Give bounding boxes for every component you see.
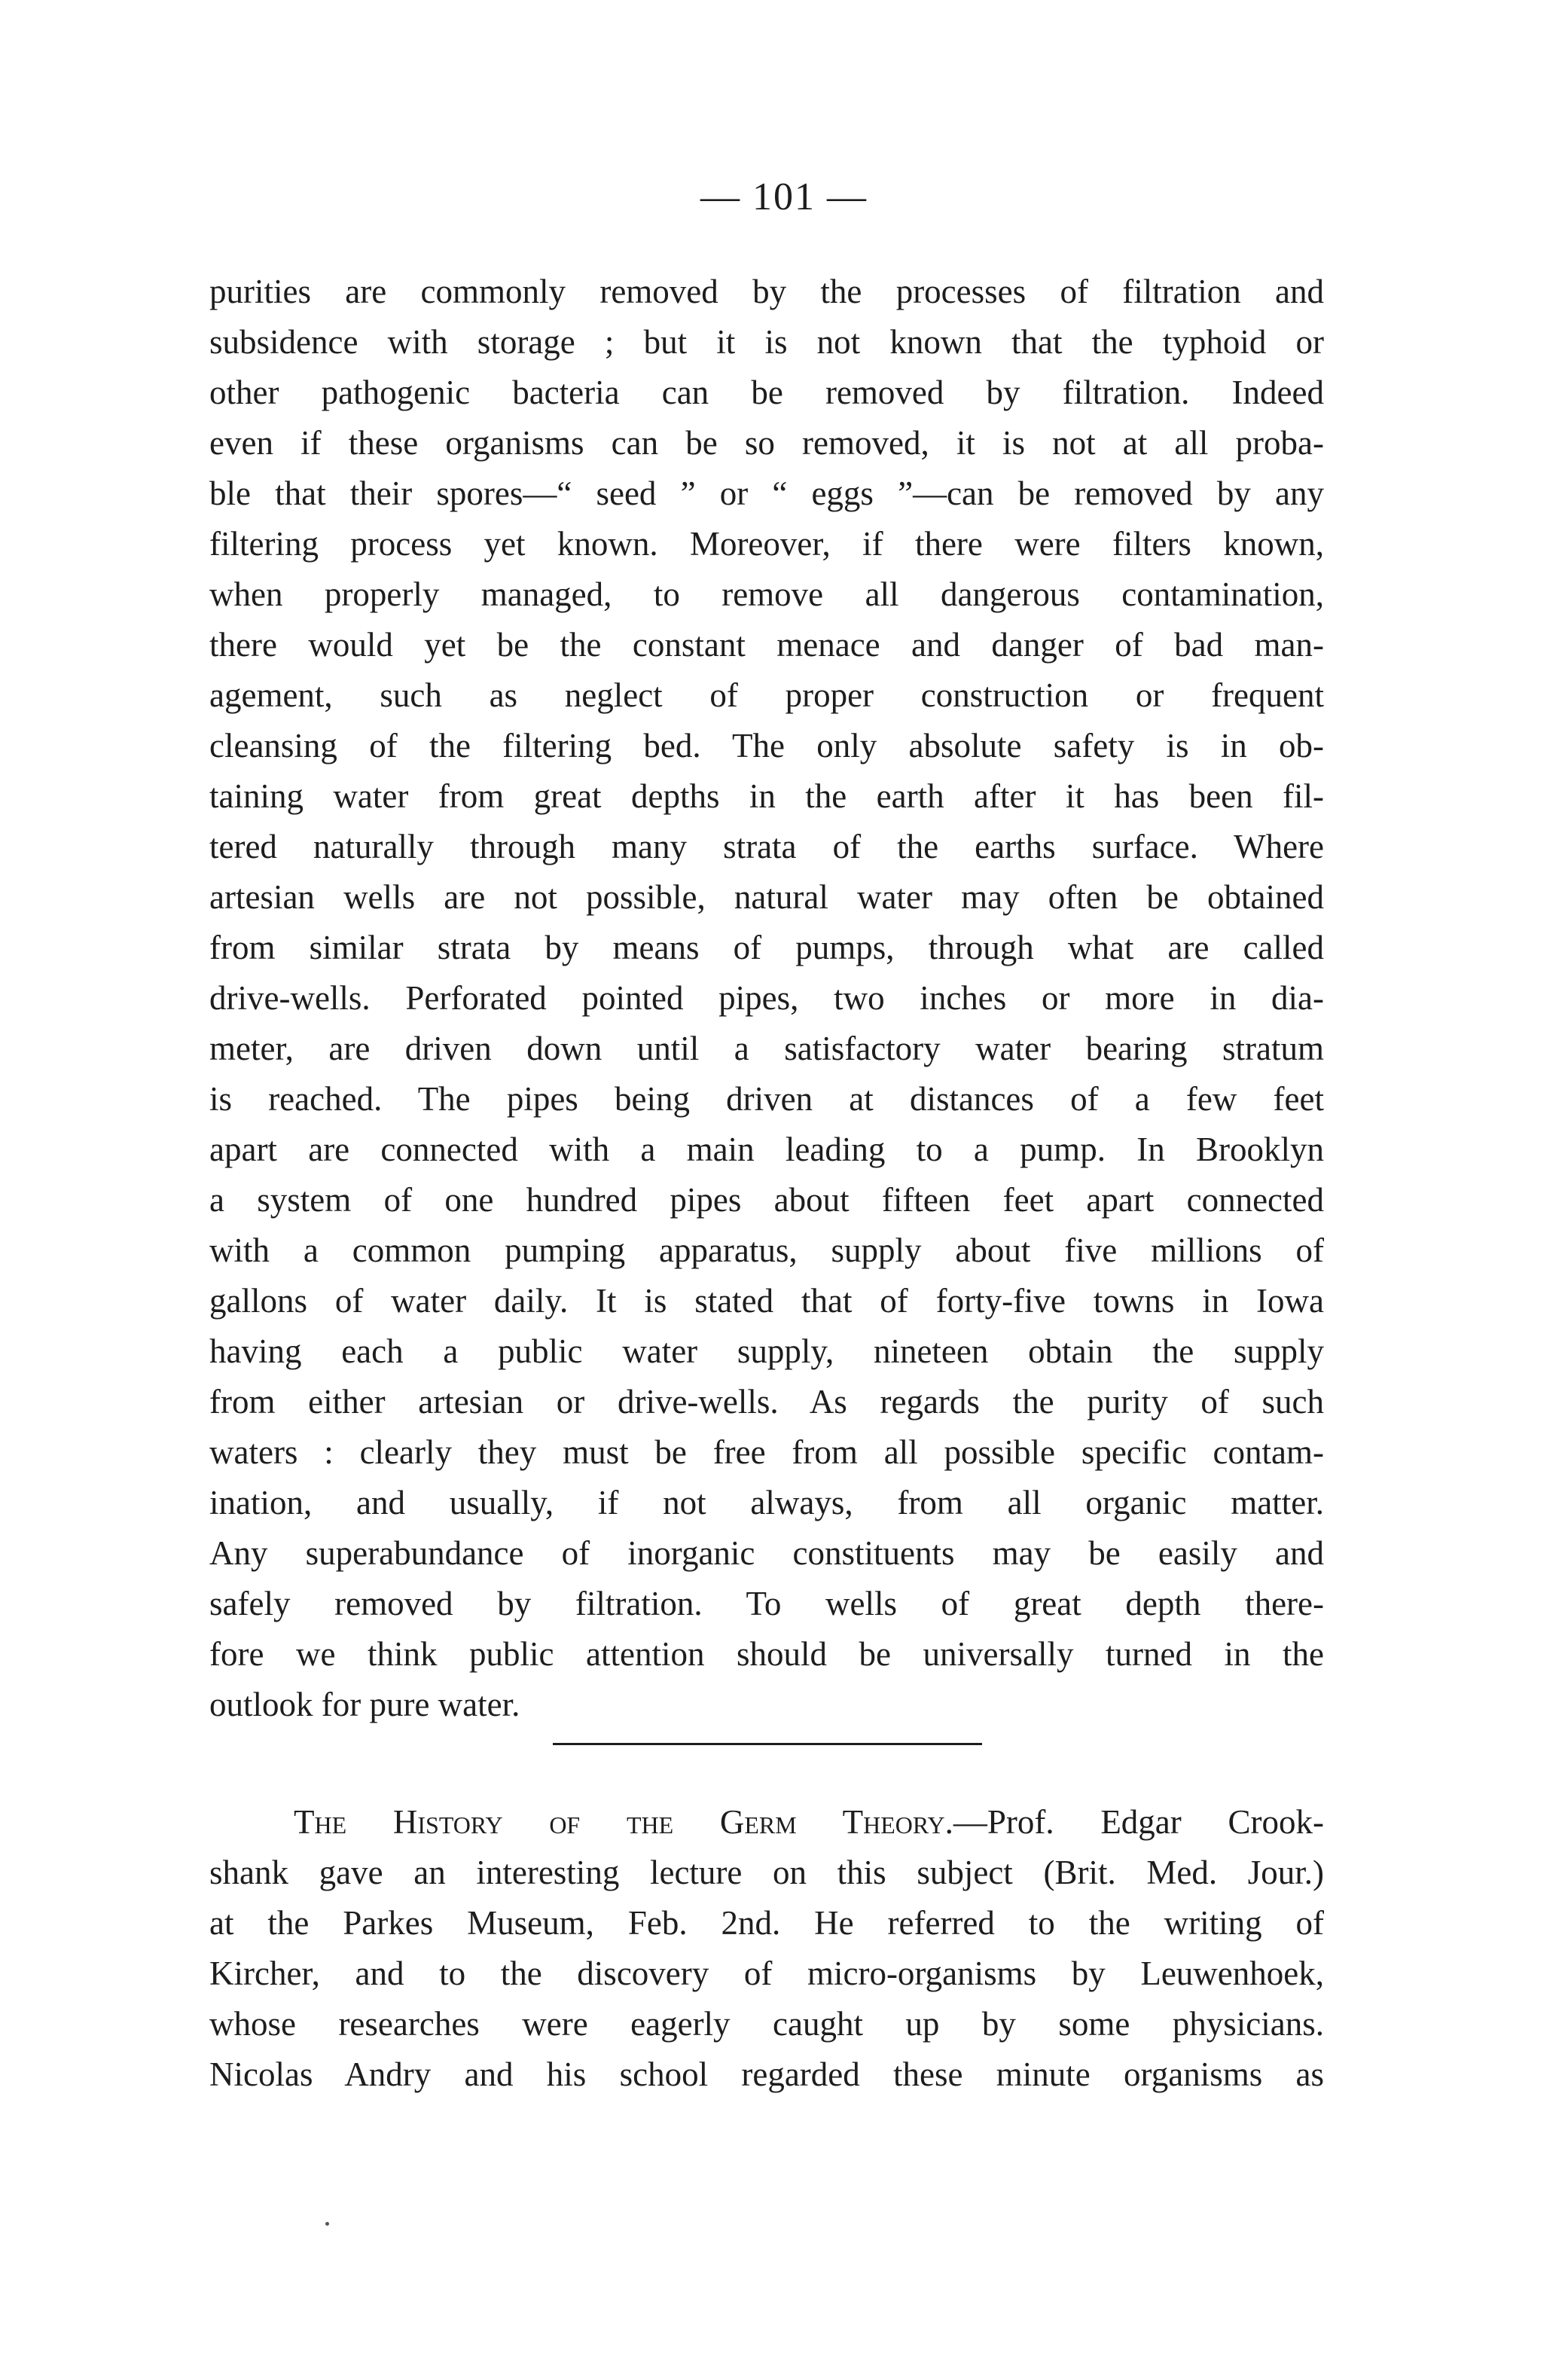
text-line: when properly managed, to remove all dangerous contamination, [209,575,1324,613]
text-line: a system of one hundred pipes about fifteen feet apart connected [209,1181,1324,1219]
paper-speck [325,2222,329,2226]
section-first-line-rest: —Prof. Edgar Crook- [953,1803,1324,1841]
page-number: — 101 — [700,175,868,218]
text-line: is reached. The pipes being driven at distances of a few feet [209,1080,1324,1118]
text-line: taining water from great depths in the earth after it has been fil- [209,777,1324,815]
section-title: The History of the Germ Theory. [294,1803,953,1841]
text-line: whose researches were eagerly caught up by some physicians. [209,2005,1324,2043]
section-divider [553,1743,982,1745]
text-line: there would yet be the constant menace and danger of bad man- [209,626,1324,664]
text-line: apart are connected with a main leading to a pump. In Brooklyn [209,1131,1324,1168]
text-line: even if these organisms can be so removed, it is not at all proba- [209,424,1324,462]
text-line: agement, such as neglect of proper construction or frequent [209,676,1324,714]
text-line: at the Parkes Museum, Feb. 2nd. He referred to the writing of [209,1904,1324,1942]
text-line: purities are commonly removed by the processes of filtration and [209,273,1324,310]
text-line: Nicolas Andry and his school regarded these minute organisms as [209,2055,1324,2093]
text-line: from either artesian or drive-wells. As regards the purity of such [209,1383,1324,1421]
text-line: cleansing of the filtering bed. The only absolute safety is in ob- [209,727,1324,764]
text-line: Kircher, and to the discovery of micro-organisms by Leuwenhoek, [209,1955,1324,1992]
text-line: ination, and usually, if not always, from all organic matter. [209,1484,1324,1521]
text-line: with a common pumping apparatus, supply about five millions of [209,1231,1324,1269]
text-line: gallons of water daily. It is stated that of forty-five towns in Iowa [209,1282,1324,1320]
text-line [294,1799,1324,1845]
text-line: other pathogenic bacteria can be removed by filtration. Indeed [209,374,1324,411]
text-line: waters : clearly they must be free from all possible specific contam- [209,1433,1324,1471]
text-line: safely removed by filtration. To wells of great depth there- [209,1585,1324,1622]
text-line: filtering process yet known. Moreover, if there were filters known, [209,525,1324,563]
text-line: drive-wells. Perforated pointed pipes, two inches or more in dia- [209,979,1324,1017]
text-line: Any superabundance of inorganic constituents may be easily and [209,1534,1324,1572]
text-line: ble that their spores—“ seed ” or “ eggs ”—can be removed by any [209,475,1324,512]
text-line: tered naturally through many strata of the earths surface. Where [209,828,1324,865]
text-line: subsidence with storage ; but it is not known that the typhoid or [209,323,1324,361]
text-line: fore we think public attention should be universally turned in the [209,1635,1324,1673]
text-line: artesian wells are not possible, natural water may often be obtained [209,878,1324,916]
text-line: from similar strata by means of pumps, through what are called [209,929,1324,966]
text-line: meter, are driven down until a satisfactory water bearing stratum [209,1030,1324,1067]
text-line: outlook for pure water. [209,1686,520,1723]
text-line: having each a public water supply, nineteen obtain the supply [209,1332,1324,1370]
text-line: shank gave an interesting lecture on this subject (Brit. Med. Jour.) [209,1854,1324,1891]
